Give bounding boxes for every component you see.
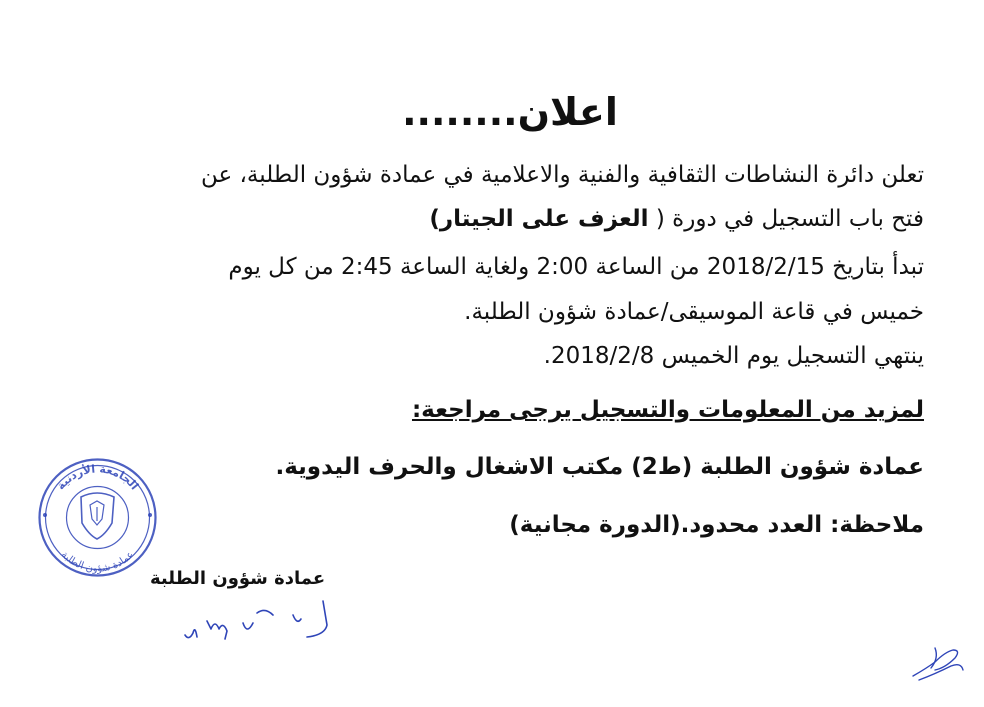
announcement-line-2 bbox=[40, 204, 924, 234]
contact-line: عمادة شؤون الطلبة (ط2) مكتب الاشغال والحرف اليدوية. bbox=[275, 454, 924, 480]
course-name: العزف على الجيتار) bbox=[429, 206, 649, 232]
info-heading: لمزيد من المعلومات والتسجيل يرجى مراجعة: bbox=[411, 397, 924, 423]
signatory-label: عمادة شؤون الطلبة bbox=[150, 568, 326, 589]
svg-text:عمادة شؤون الطلبة bbox=[59, 549, 136, 574]
svg-text:الجامعة الأردنية bbox=[54, 462, 141, 492]
announcement-title: اعلان........ bbox=[402, 90, 618, 134]
note-line: ملاحظة: العدد محدود.(الدورة مجانية) bbox=[509, 512, 924, 538]
line-2-prefix: فتح باب التسجيل في دورة ( bbox=[648, 206, 924, 232]
initials-mark bbox=[905, 640, 970, 685]
stamp-outer-text: الجامعة الأردنية bbox=[54, 462, 142, 493]
announcement-line-1: تعلن دائرة النشاطات الثقافية والفنية والاعلامية في عمادة شؤون الطلبة، عن bbox=[200, 162, 924, 188]
university-stamp bbox=[35, 455, 160, 580]
stamp-inner-text: عمادة شؤون الطلبة bbox=[58, 549, 137, 575]
announcement-line-5: ينتهي التسجيل يوم الخميس 2018/2/8. bbox=[543, 343, 924, 369]
signature bbox=[175, 595, 345, 655]
announcement-line-3: تبدأ بتاريخ 2018/2/15 من الساعة 2:00 ولغاية الساعة 2:45 من كل يوم bbox=[228, 254, 924, 280]
announcement-line-4: خميس في قاعة الموسيقى/عمادة شؤون الطلبة. bbox=[464, 299, 924, 325]
